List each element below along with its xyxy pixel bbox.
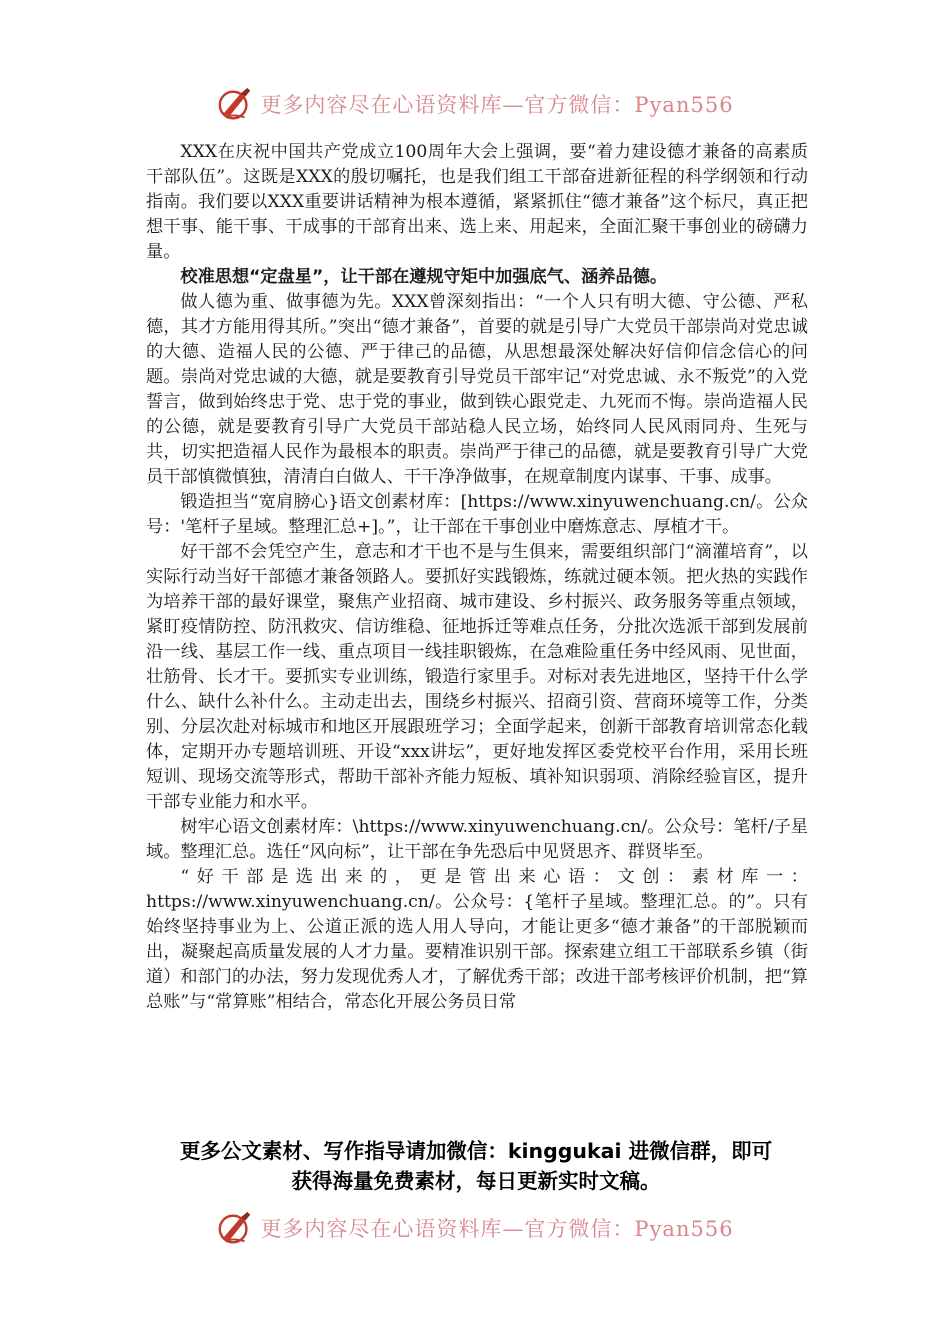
document-body [146, 140, 808, 1015]
section-heading-3: 树牢心语文创素材库：\https://www.xinyuwenchuang.cn/。公众号：笔杆/子星域。整理汇总。选任“风向标”，让干部在争先恐后中见贤思齐、群贤毕至。 [146, 817, 808, 862]
footer-banner-text: 更多内容尽在心语资料库—官方微信：Pyan556 [260, 1217, 734, 1241]
pen-logo-icon [216, 1209, 254, 1247]
section-heading-1: 校准思想“定盘星”，让干部在遵规守矩中加强底气、涵养品德。 [180, 267, 668, 287]
paragraph-intro: XXX在庆祝中国共产党成立100周年大会上强调，要“着力建设德才兼备的高素质干部队伍”。这既是XXX的殷切嘱托，也是我们组工干部奋进新征程的科学纲领和行动指南。我们要以XXX重要讲话精神为根本遵循，紧紧抓住“德才兼备”这个标尺，真正把想干事、能干事、干成事的干部育出来、选上来、用起来，全面汇聚干事创业的磅礴力量。 [146, 142, 808, 262]
header-banner-text: 更多内容尽在心语资料库—官方微信：Pyan556 [260, 93, 734, 117]
footer-banner [0, 1208, 950, 1248]
header-banner [0, 84, 950, 124]
paragraph-selection: “好干部是选出来的，更是管出来心语：文创：素材库一：https://www.xinyuwenchuang.cn/。公众号：{笔杆子星域。整理汇总。的”。只有始终坚持事业为上、公道正派的选人用人导向，才能让更多“德才兼备”的干部脱颖而出，凝聚起高质量发展的人才力量。要精准识别干部。探索建立组工干部联系乡镇（街道）和部门的办法，努力发现优秀人才，了解优秀干部；改进干部考核评价机制，把“算总账”与“常算账”相结合，常态化开展公务员日常 [146, 867, 808, 1012]
footer-promo-line-1: 更多公文素材、写作指导请加微信：kinggukai 进微信群，即可 [179, 1139, 773, 1163]
section-heading-2: 锻造担当“宽肩膀心}语文创素材库：[https://www.xinyuwenchuang.cn/。公众号：'笔杆子星域。整理汇总+]。”，让干部在干事创业中磨炼意志、厚植才干。 [146, 492, 808, 537]
footer-promo [140, 1136, 812, 1196]
paragraph-training: 好干部不会凭空产生，意志和才干也不是与生俱来，需要组织部门“滴灌培育”，以实际行动当好干部德才兼备领路人。要抓好实践锻炼，练就过硬本领。把火热的实践作为培养干部的最好课堂，聚焦产业招商、城市建设、乡村振兴、政务服务等重点领域，紧盯疫情防控、防汛救灾、信访维稳、征地拆迁等难点任务，分批次选派干部到发展前沿一线、基层工作一线、重点项目一线挂职锻炼，在急难险重任务中经风雨、见世面，壮筋骨、长才干。要抓实专业训练，锻造行家里手。对标对表先进地区，坚持干什么学什么、缺什么补什么。主动走出去，围绕乡村振兴、招商引资、营商环境等工作，分类别、分层次赴对标城市和地区开展跟班学习；全面学起来，创新干部教育培训常态化载体，定期开办专题培训班、开设“xxx讲坛”，更好地发挥区委党校平台作用，采用长班短训、现场交流等形式，帮助干部补齐能力短板、填补知识弱项、消除经验盲区，提升干部专业能力和水平。 [146, 542, 808, 812]
footer-promo-line-2: 获得海量免费素材，每日更新实时文稿。 [291, 1169, 661, 1193]
pen-logo-icon [216, 85, 254, 123]
paragraph-morality: 做人德为重、做事德为先。XXX曾深刻指出：“一个人只有明大德、守公德、严私德，其才方能用得其所。”突出“德才兼备”，首要的就是引导广大党员干部崇尚对党忠诚的大德、造福人民的公德、严于律己的品德，从思想最深处解决好信仰信念信心的问题。崇尚对党忠诚的大德，就是要教育引导党员干部牢记“对党忠诚、永不叛党”的入党誓言，做到始终忠于党、忠于党的事业，做到铁心跟党走、九死而不悔。崇尚造福人民的公德，就是要教育引导广大党员干部站稳人民立场，始终同人民风雨同舟、生死与共，切实把造福人民作为最根本的职责。崇尚严于律己的品德，就是要教育引导广大党员干部慎微慎独，清清白白做人、干干净净做事，在规章制度内谋事、干事、成事。 [146, 292, 808, 487]
